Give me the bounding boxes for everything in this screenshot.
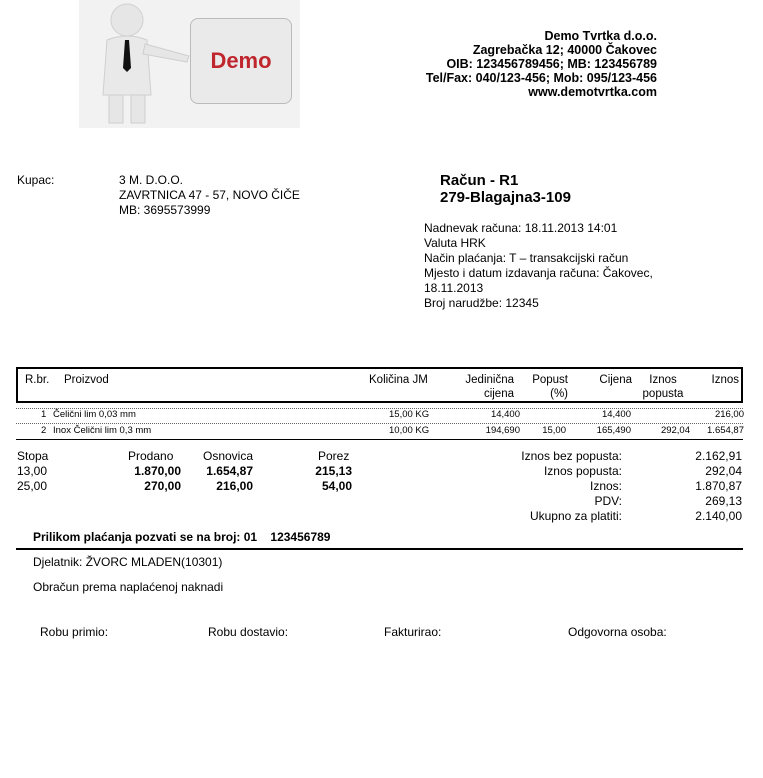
tax-row-2-sold: 270,00 xyxy=(144,479,181,493)
sign-delivered: Robu dostavio: xyxy=(208,625,289,639)
buyer-mb: MB: 3695573999 xyxy=(119,203,211,217)
total-label-no-discount: Iznos bez popusta: xyxy=(521,449,622,463)
tax-row-1-base: 1.654,87 xyxy=(206,464,253,478)
tax-row-1-tax: 215,13 xyxy=(315,464,352,478)
totals-labels xyxy=(521,449,622,524)
sign-invoiced: Fakturirao: xyxy=(384,625,442,639)
tax-row-2-rate: 25,00 xyxy=(17,479,48,493)
total-label-vat: PDV: xyxy=(594,494,622,508)
item-2-discount: 15,00 xyxy=(542,425,566,436)
buyer-label: Kupac: xyxy=(17,173,55,187)
col-rbr: R.br. xyxy=(25,374,50,386)
item-1-amount: 216,00 xyxy=(714,409,744,420)
company-name: Demo Tvrtka d.o.o. xyxy=(544,29,657,43)
section-divider xyxy=(16,548,743,550)
total-value-vat: 269,13 xyxy=(705,494,742,508)
company-info xyxy=(426,29,657,99)
item-2-price: 165,490 xyxy=(596,425,631,436)
calc-note: Obračun prema naplaćenoj naknadi xyxy=(33,580,224,594)
item-2-discount-amt: 292,04 xyxy=(660,425,690,436)
invoice-number: 279-Blagajna3-109 xyxy=(440,189,571,206)
invoice-title: Račun - R1 xyxy=(440,172,519,189)
totals-values xyxy=(695,449,742,524)
item-2-amount: 1.654,87 xyxy=(707,425,744,436)
item-2-qty: 10,00 KG xyxy=(389,425,430,436)
buyer-address: ZAVRTNICA 47 - 57, NOVO ČIČE xyxy=(119,188,300,202)
item-1-qty: 15,00 KG xyxy=(389,409,430,420)
tax-row-2-tax: 54,00 xyxy=(321,479,352,493)
total-value-grand: 2.140,00 xyxy=(695,509,742,523)
items-bottom-line xyxy=(16,439,743,440)
tax-col-sold: Prodano xyxy=(128,449,174,463)
logo-demo-card: Demo xyxy=(190,18,292,104)
invoice-place-1: Mjesto i datum izdavanja računa: Čakovec, xyxy=(424,266,653,280)
col-unit-price xyxy=(465,373,514,401)
company-address: Zagrebačka 12; 40000 Čakovec xyxy=(472,43,657,57)
item-1-rbr: 1 xyxy=(41,409,47,420)
sign-received: Robu primio: xyxy=(40,625,109,639)
buyer-block xyxy=(119,173,300,218)
total-value-discount: 292,04 xyxy=(705,464,742,478)
col-discount-l2: (%) xyxy=(550,388,568,400)
item-2-name: Inox Čelični lim 0,3 mm xyxy=(53,425,152,436)
col-discount-amt-l2: popusta xyxy=(642,388,684,400)
invoice-payment: Način plaćanja: T – transakcijski račun xyxy=(424,251,629,265)
total-label-grand: Ukupno za platiti: xyxy=(529,509,622,523)
total-label-discount: Iznos popusta: xyxy=(543,464,622,478)
col-price: Cijena xyxy=(599,374,632,386)
item-1-unit-price: 14,400 xyxy=(490,409,520,420)
col-discount-amt-l1: Iznos xyxy=(649,374,677,386)
tax-col-rate: Stopa xyxy=(17,449,49,463)
employee: Djelatnik: ŽVORC MLADEN(10301) xyxy=(33,555,223,569)
company-phone: Tel/Fax: 040/123-456; Mob: 095/123-456 xyxy=(425,71,657,85)
item-1-price: 14,400 xyxy=(601,409,631,420)
invoice-order: Broj narudžbe: 12345 xyxy=(424,296,539,310)
col-unit-price-l2: cijena xyxy=(483,388,514,400)
total-value-no-discount: 2.162,91 xyxy=(695,449,742,463)
item-1-name: Čelični lim 0,03 mm xyxy=(53,409,136,420)
tax-col-tax: Porez xyxy=(318,449,350,463)
tax-col-base: Osnovica xyxy=(203,449,254,463)
tax-row-1-rate: 13,00 xyxy=(17,464,48,478)
col-discount-amt xyxy=(636,373,690,401)
sign-responsible: Odgovorna osoba: xyxy=(568,625,667,639)
invoice-currency: Valuta HRK xyxy=(424,236,486,250)
col-discount-l1: Popust xyxy=(532,374,568,386)
buyer-name: 3 M. D.O.O. xyxy=(119,173,184,187)
company-ids: OIB: 123456789456; MB: 123456789 xyxy=(446,57,657,71)
col-amount: Iznos xyxy=(711,374,739,386)
invoice-date: Nadnevak računa: 18.11.2013 14:01 xyxy=(424,221,618,235)
invoice-title-block xyxy=(440,172,571,206)
item-2-unit-price: 194,690 xyxy=(485,425,520,436)
tax-row-1-sold: 1.870,00 xyxy=(134,464,181,478)
col-product: Proizvod xyxy=(64,374,109,386)
col-unit-price-l1: Jedinična xyxy=(465,374,514,386)
tax-row-2-base: 216,00 xyxy=(216,479,253,493)
total-value-amount: 1.870,87 xyxy=(695,479,742,493)
total-label-amount: Iznos: xyxy=(589,479,622,493)
item-2-rbr: 2 xyxy=(41,425,47,436)
company-web: www.demotvrtka.com xyxy=(528,85,657,99)
payment-note: Prilikom plaćanja pozvati se na broj: 01 123456789 xyxy=(33,530,331,544)
col-qty: Količina JM xyxy=(369,374,428,386)
row-divider xyxy=(16,423,743,424)
col-discount xyxy=(523,373,568,401)
invoice-place-2: 18.11.2013 xyxy=(424,281,484,295)
invoice-details xyxy=(424,221,653,311)
